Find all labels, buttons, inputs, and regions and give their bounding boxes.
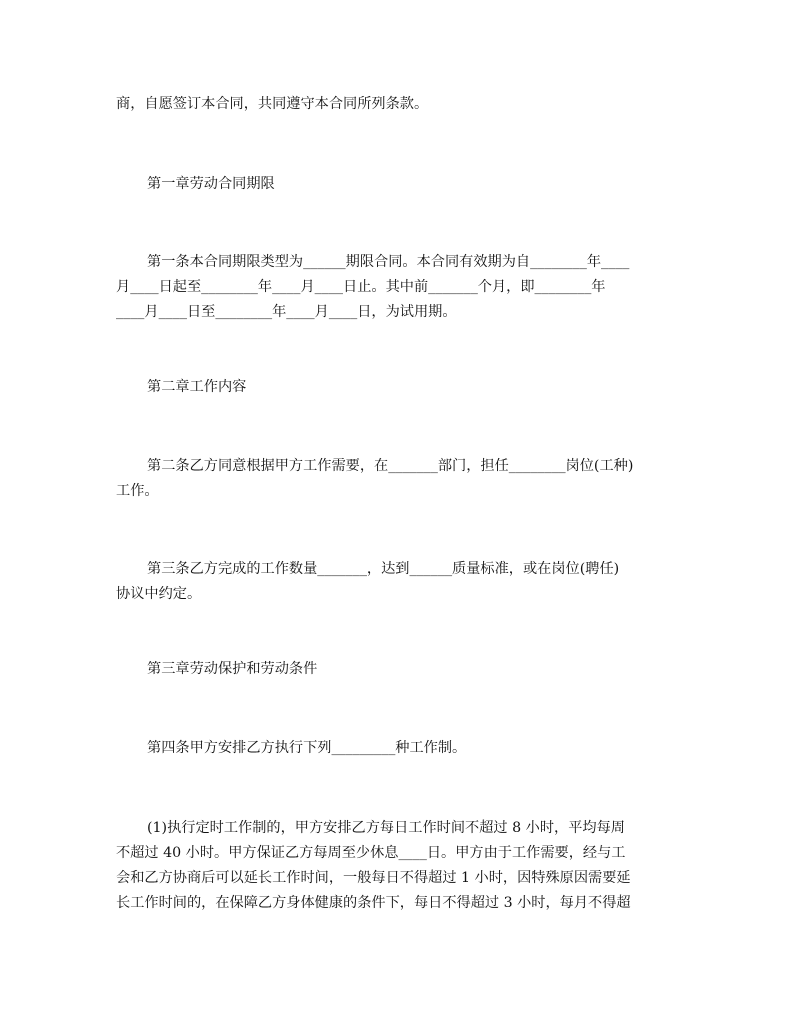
article-4-paragraph: 第四条甲方安排乙方执行下列_________种工作制。 <box>147 740 467 756</box>
article-1-line-2: 月____日起至________年____月____日止。其中前_______个月，即________年 <box>116 279 606 295</box>
article-2-paragraph <box>116 454 686 504</box>
article-1-paragraph <box>116 250 686 325</box>
clause-1-line-3: 会和乙方协商后可以延长工作时间，一般每日不得超过 1 小时，因特殊原因需要延 <box>116 870 631 886</box>
clause-1-line-1: (1)执行定时工作制的，甲方安排乙方每日工作时间不超过 8 小时，平均每周 <box>147 820 625 836</box>
article-1-line-3: ____月____日至________年____月____日，为试用期。 <box>116 304 457 320</box>
article-3-line-1: 第三条乙方完成的工作数量_______，达到______质量标准，或在岗位(聘任) <box>147 561 620 577</box>
chapter-3-heading: 第三章劳动保护和劳动条件 <box>147 661 318 677</box>
clause-1-line-2: 不超过 40 小时。甲方保证乙方每周至少休息____日。甲方由于工作需要，经与工 <box>116 845 626 861</box>
article-2-line-1: 第二条乙方同意根据甲方工作需要，在_______部门，担任________岗位(工种) <box>147 458 634 474</box>
chapter-2-heading: 第二章工作内容 <box>147 379 247 395</box>
article-3-line-2: 协议中约定。 <box>116 586 202 602</box>
intro-paragraph: 商，自愿签订本合同，共同遵守本合同所列条款。 <box>116 96 429 112</box>
article-3-paragraph <box>116 557 686 607</box>
clause-1-line-4: 长工作时间的，在保障乙方身体健康的条件下，每日不得超过 3 小时，每月不得超 <box>116 895 631 911</box>
article-2-line-2: 工作。 <box>116 483 159 499</box>
article-1-line-1: 第一条本合同期限类型为______期限合同。本合同有效期为自________年____ <box>147 254 630 270</box>
chapter-1-heading: 第一章劳动合同期限 <box>147 176 275 192</box>
clause-1-paragraph <box>116 816 686 916</box>
